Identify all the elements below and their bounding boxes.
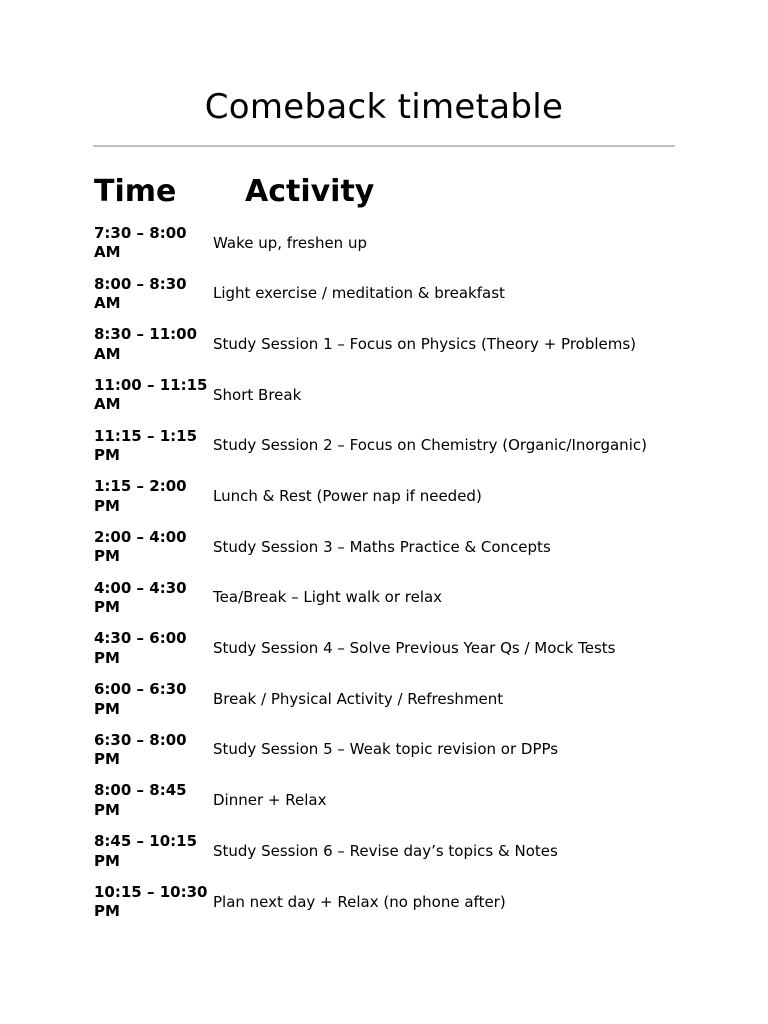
activity-cell: Study Session 6 – Revise day’s topics & Notes — [213, 841, 558, 860]
activity-cell: Short Break — [213, 385, 302, 404]
time-range: 1:15 – 2:00 — [94, 477, 187, 496]
time-period: AM — [94, 294, 121, 313]
time-period: PM — [94, 648, 120, 667]
time-range: 11:15 – 1:15 — [94, 426, 198, 445]
table-row — [94, 370, 654, 421]
activity-cell: Lunch & Rest (Power nap if needed) — [213, 487, 482, 506]
time-period: AM — [94, 243, 121, 262]
time-period: PM — [94, 851, 120, 870]
time-cell — [94, 224, 213, 263]
table-row — [94, 674, 654, 725]
table-row — [94, 624, 654, 675]
time-period: PM — [94, 446, 120, 465]
timetable — [94, 170, 654, 921]
time-range: 8:00 – 8:30 — [94, 274, 187, 293]
time-range: 2:00 – 4:00 — [94, 527, 187, 546]
header-time: Time — [94, 173, 177, 209]
activity-cell: Tea/Break – Light walk or relax — [213, 588, 443, 607]
time-range: 6:30 – 8:00 — [94, 730, 187, 749]
table-row — [94, 471, 654, 522]
time-period: PM — [94, 902, 120, 921]
activity-cell: Break / Physical Activity / Refreshment — [213, 689, 504, 708]
time-period: PM — [94, 800, 120, 819]
table-row — [94, 218, 654, 269]
time-cell — [94, 731, 213, 770]
time-cell — [94, 629, 213, 668]
table-row — [94, 269, 654, 320]
time-cell — [94, 579, 213, 618]
time-cell — [94, 781, 213, 820]
time-range: 4:30 – 6:00 — [94, 629, 187, 648]
time-period: AM — [94, 395, 121, 414]
time-range: 6:00 – 6:30 — [94, 680, 187, 699]
activity-cell: Plan next day + Relax (no phone after) — [213, 892, 506, 911]
activity-cell: Light exercise / meditation & breakfast — [213, 284, 505, 303]
time-period: PM — [94, 547, 120, 566]
time-range: 8:45 – 10:15 — [94, 832, 198, 851]
activity-cell: Study Session 4 – Solve Previous Year Qs / Mock Tests — [213, 639, 616, 658]
activity-cell: Wake up, freshen up — [213, 233, 367, 252]
table-row — [94, 421, 654, 472]
time-cell — [94, 680, 213, 719]
activity-cell: Study Session 5 – Weak topic revision or DPPs — [213, 740, 559, 759]
time-period: PM — [94, 598, 120, 617]
time-cell — [94, 832, 213, 871]
time-cell — [94, 376, 213, 415]
time-range: 11:00 – 11:15 — [94, 375, 208, 394]
time-range: 8:00 – 8:45 — [94, 781, 187, 800]
header-activity: Activity — [245, 173, 375, 209]
time-range: 7:30 – 8:00 — [94, 223, 187, 242]
table-row — [94, 725, 654, 776]
time-period: AM — [94, 344, 121, 363]
time-cell — [94, 528, 213, 567]
table-header — [94, 170, 654, 212]
time-cell — [94, 477, 213, 516]
activity-cell: Study Session 1 – Focus on Physics (Theory + Problems) — [213, 334, 637, 353]
table-row — [94, 319, 654, 370]
activity-cell: Study Session 2 – Focus on Chemistry (Organic/Inorganic) — [213, 436, 647, 455]
time-cell — [94, 427, 213, 466]
table-row — [94, 776, 654, 827]
time-range: 4:00 – 4:30 — [94, 578, 187, 597]
table-row — [94, 573, 654, 624]
time-cell — [94, 275, 213, 314]
time-range: 8:30 – 11:00 — [94, 325, 198, 344]
title-divider — [93, 145, 675, 147]
time-period: PM — [94, 699, 120, 718]
time-period: PM — [94, 750, 120, 769]
document-title: Comeback timetable — [204, 87, 564, 127]
table-row — [94, 826, 654, 877]
table-body — [94, 218, 654, 928]
time-cell — [94, 325, 213, 364]
activity-cell: Study Session 3 – Maths Practice & Concepts — [213, 537, 551, 556]
time-period: PM — [94, 496, 120, 515]
time-range: 10:15 – 10:30 — [94, 882, 208, 901]
time-cell — [94, 883, 213, 922]
activity-cell: Dinner + Relax — [213, 791, 327, 810]
table-row — [94, 522, 654, 573]
table-row — [94, 877, 654, 928]
